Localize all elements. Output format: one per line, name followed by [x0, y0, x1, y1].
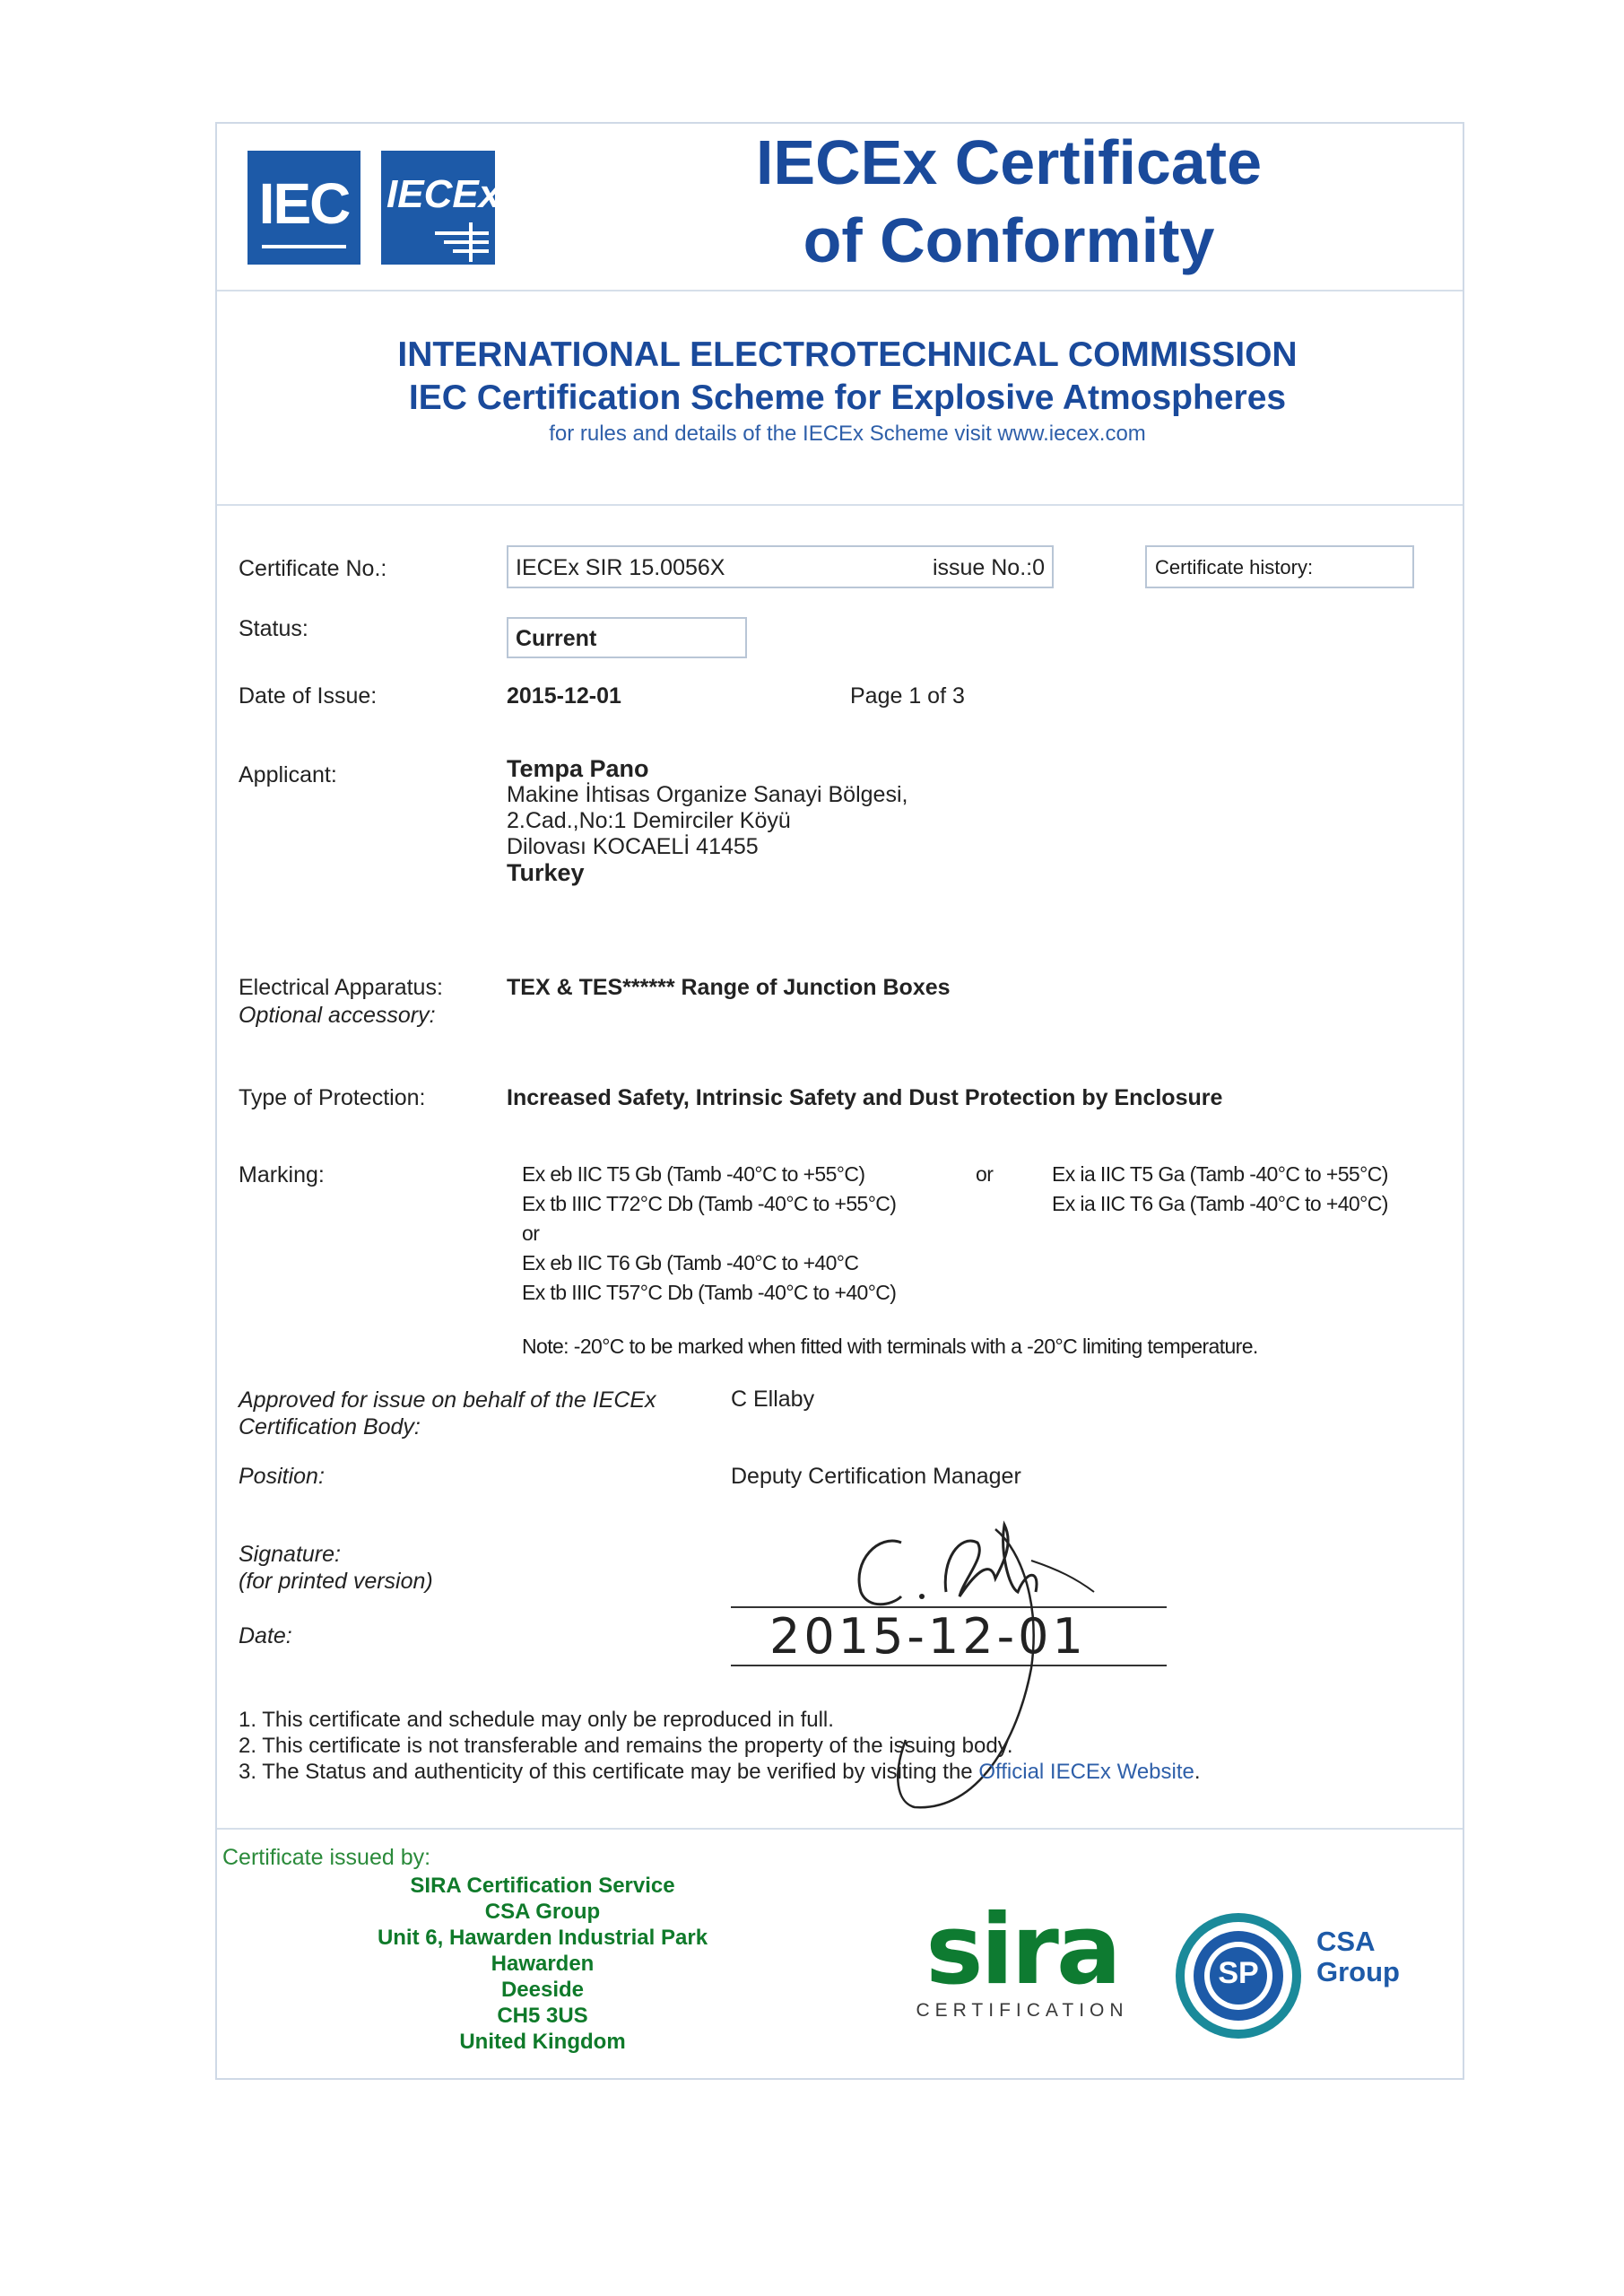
title-line-2: of Conformity	[803, 205, 1215, 275]
marking-label: Marking:	[239, 1162, 325, 1187]
certificate-history-label: Certificate history:	[1155, 556, 1314, 578]
date-of-issue-value: 2015-12-01	[507, 683, 621, 709]
protection-label: Type of Protection:	[239, 1085, 426, 1110]
approved-label-line-2: Certification Body:	[239, 1414, 421, 1439]
certificate-no-label: Certificate No.:	[239, 556, 387, 581]
status-value: Current	[516, 626, 597, 651]
marking-left-column	[522, 1160, 896, 1308]
official-iecex-website-link[interactable]: Official IECEx Website	[978, 1760, 1194, 1784]
marking-left-line: Ex eb IIC T5 Gb (Tamb -40°C to +55°C)	[522, 1162, 865, 1186]
issuer-line: SIRA Certification Service	[410, 1874, 675, 1898]
applicant-address-2: 2.Cad.,No:1 Demirciler Köyü	[507, 808, 791, 833]
position-label: Position:	[239, 1464, 325, 1489]
protection-value: Increased Safety, Intrinsic Safety and Dust Protection by Enclosure	[507, 1085, 1223, 1110]
iecex-logo	[381, 151, 501, 265]
csa-group-line-1: CSA	[1316, 1926, 1376, 1957]
issuer-line: CSA Group	[484, 1900, 601, 1924]
certificate-title	[628, 124, 1390, 280]
note-3	[239, 1759, 1201, 1785]
note-2: 2. This certificate is not transferable and remains the property of the issuing body.	[239, 1734, 1013, 1758]
sira-logo-subtitle: CERTIFICATION	[916, 2000, 1129, 2021]
csa-logo-mark: SP	[1218, 1956, 1259, 1990]
marking-right-line: Ex ia IIC T6 Ga (Tamb -40°C to +40°C)	[1052, 1192, 1388, 1215]
approved-label-line-1: Approved for issue on behalf of the IECEx	[239, 1387, 656, 1413]
marking-note: Note: -20°C to be marked when fitted with terminals with a -20°C limiting temperature.	[522, 1335, 1258, 1358]
apparatus-label: Electrical Apparatus:	[239, 975, 443, 1000]
marking-or: or	[976, 1162, 994, 1186]
applicant-label: Applicant:	[239, 762, 337, 787]
signature-label	[239, 1541, 433, 1595]
applicant-country: Turkey	[507, 859, 585, 886]
page-number: Page 1 of 3	[850, 683, 965, 709]
issuer-line: Hawarden	[491, 1952, 595, 1976]
status-box	[507, 617, 747, 658]
issuer-line: CH5 3US	[497, 2004, 588, 2028]
issuer-line: United Kingdom	[459, 2030, 626, 2054]
issuer-label: Certificate issued by:	[222, 1845, 431, 1870]
approver-name: C Ellaby	[731, 1387, 815, 1412]
optional-accessory-label: Optional accessory:	[239, 1003, 436, 1028]
title-line-1: IECEx Certificate	[755, 127, 1263, 197]
certificate-no-box	[507, 545, 1054, 588]
rules-note: for rules and details of the IECEx Scheme visit www.iecex.com	[549, 422, 1146, 446]
applicant-address-1: Makine İhtisas Organize Sanayi Bölgesi,	[507, 782, 908, 807]
note-3-text: 3. The Status and authenticity of this certificate may be verified by visiting the	[239, 1760, 979, 1784]
marking-left-line: Ex eb IIC T6 Gb (Tamb -40°C to +40°C	[522, 1251, 859, 1274]
iec-logo-text: IEC	[258, 171, 350, 236]
scheme-heading: IEC Certification Scheme for Explosive Atmospheres	[408, 378, 1287, 417]
marking-left-line: or	[522, 1222, 540, 1245]
apparatus-value: TEX & TES****** Range of Junction Boxes	[507, 975, 951, 1000]
issuer-line: Unit 6, Hawarden Industrial Park	[377, 1926, 708, 1950]
status-label: Status:	[239, 616, 308, 641]
applicant-address-3: Dilovası KOCAELİ 41455	[507, 834, 759, 859]
csa-group-text	[1316, 1926, 1400, 1987]
marking-right-line: Ex ia IIC T5 Ga (Tamb -40°C to +55°C)	[1052, 1162, 1388, 1186]
position-value: Deputy Certification Manager	[731, 1464, 1021, 1489]
iec-logo	[248, 151, 360, 265]
signature-label-line-2: (for printed version)	[239, 1569, 433, 1594]
handwritten-date: 2015-12-01	[769, 1608, 1087, 1665]
marking-left-line: Ex tb IIIC T72°C Db (Tamb -40°C to +55°C)	[522, 1192, 897, 1215]
approved-label	[239, 1387, 656, 1440]
note-1: 1. This certificate and schedule may only be reproduced in full.	[239, 1708, 834, 1732]
issue-no: issue No.:0	[932, 555, 1045, 580]
header-divider	[217, 290, 1463, 291]
commission-heading: INTERNATIONAL ELECTROTECHNICAL COMMISSION	[397, 335, 1298, 374]
applicant-block	[507, 756, 908, 886]
iecex-logo-graphic	[381, 151, 495, 265]
issuer-line: Deeside	[500, 1978, 585, 2002]
signature-label-line-1: Signature:	[239, 1542, 341, 1567]
certificate-no-value: IECEx SIR 15.0056X	[516, 555, 725, 580]
sira-logo-word: sira	[925, 1894, 1119, 2006]
marking-left-line: Ex tb IIIC T57°C Db (Tamb -40°C to +40°C)	[522, 1281, 897, 1304]
date-of-issue-label: Date of Issue:	[239, 683, 378, 709]
iecex-logo-text: IECEx	[386, 172, 501, 216]
note-3-suffix: .	[1194, 1760, 1201, 1784]
applicant-name: Tempa Pano	[507, 755, 649, 782]
date-label: Date:	[239, 1623, 292, 1648]
csa-group-line-2: Group	[1316, 1956, 1400, 1987]
marking-right-column	[1052, 1160, 1388, 1219]
section-divider	[217, 504, 1463, 506]
footer-notes	[239, 1707, 1201, 1785]
certificate-history-box	[1145, 545, 1414, 588]
